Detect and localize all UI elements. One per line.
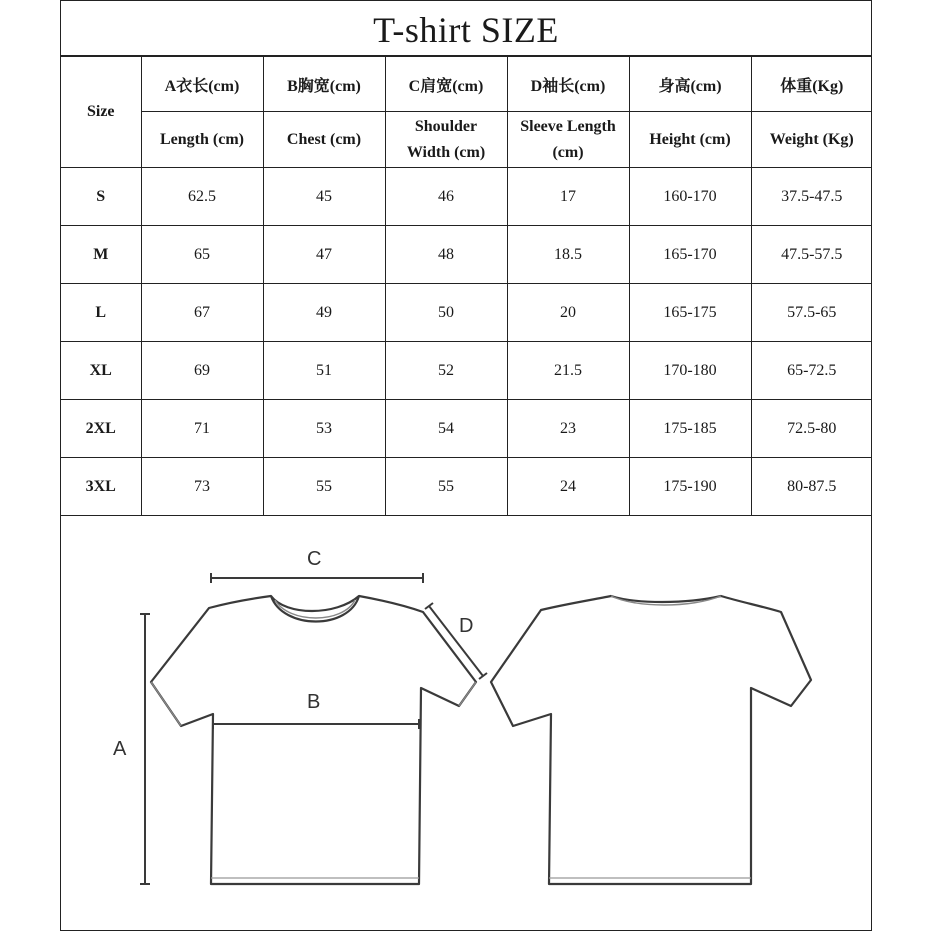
value-cell: 17 bbox=[507, 168, 629, 226]
value-cell: 18.5 bbox=[507, 226, 629, 284]
value-cell: 50 bbox=[385, 284, 507, 342]
label-c: C bbox=[307, 548, 322, 570]
value-cell: 71 bbox=[141, 400, 263, 458]
value-cell: 45 bbox=[263, 168, 385, 226]
header-cn-shoulder: C肩宽(cm) bbox=[385, 57, 507, 112]
value-cell: 52 bbox=[385, 342, 507, 400]
header-row-cn bbox=[61, 57, 872, 112]
table-row bbox=[61, 342, 872, 400]
header-cn-length: A衣长(cm) bbox=[141, 57, 263, 112]
size-cell: XL bbox=[61, 342, 141, 400]
value-cell: 54 bbox=[385, 400, 507, 458]
size-cell: S bbox=[61, 168, 141, 226]
table-row bbox=[61, 168, 872, 226]
size-cell: L bbox=[61, 284, 141, 342]
table-row bbox=[61, 284, 872, 342]
value-cell: 69 bbox=[141, 342, 263, 400]
label-a: A bbox=[113, 738, 127, 760]
value-cell: 53 bbox=[263, 400, 385, 458]
value-cell: 48 bbox=[385, 226, 507, 284]
size-header: Size bbox=[61, 57, 141, 168]
header-row-en bbox=[61, 112, 872, 168]
header-cn-sleeve: D袖长(cm) bbox=[507, 57, 629, 112]
header-en-weight: Weight (Kg) bbox=[751, 112, 872, 168]
header-en-sleeve: Sleeve Length (cm) bbox=[507, 112, 629, 168]
value-cell: 160-170 bbox=[629, 168, 751, 226]
header-cn-chest: B胸宽(cm) bbox=[263, 57, 385, 112]
header-en-length: Length (cm) bbox=[141, 112, 263, 168]
value-cell: 20 bbox=[507, 284, 629, 342]
table-row bbox=[61, 226, 872, 284]
size-cell: 2XL bbox=[61, 400, 141, 458]
value-cell: 47.5-57.5 bbox=[751, 226, 872, 284]
size-cell: 3XL bbox=[61, 458, 141, 516]
front-tshirt-outline bbox=[151, 596, 476, 884]
value-cell: 165-175 bbox=[629, 284, 751, 342]
table-row bbox=[61, 400, 872, 458]
value-cell: 65-72.5 bbox=[751, 342, 872, 400]
header-en-chest: Chest (cm) bbox=[263, 112, 385, 168]
value-cell: 67 bbox=[141, 284, 263, 342]
back-tshirt-outline bbox=[491, 596, 811, 884]
tshirt-diagram-svg bbox=[61, 516, 872, 931]
size-chart-sheet bbox=[60, 0, 872, 931]
chart-title: T-shirt SIZE bbox=[61, 1, 871, 56]
value-cell: 62.5 bbox=[141, 168, 263, 226]
value-cell: 73 bbox=[141, 458, 263, 516]
value-cell: 65 bbox=[141, 226, 263, 284]
value-cell: 46 bbox=[385, 168, 507, 226]
measure-line-d bbox=[429, 606, 483, 676]
value-cell: 57.5-65 bbox=[751, 284, 872, 342]
header-en-height: Height (cm) bbox=[629, 112, 751, 168]
value-cell: 55 bbox=[263, 458, 385, 516]
label-d: D bbox=[459, 615, 474, 637]
value-cell: 55 bbox=[385, 458, 507, 516]
header-cn-weight: 体重(Kg) bbox=[751, 57, 872, 112]
value-cell: 175-185 bbox=[629, 400, 751, 458]
value-cell: 72.5-80 bbox=[751, 400, 872, 458]
size-cell: M bbox=[61, 226, 141, 284]
value-cell: 175-190 bbox=[629, 458, 751, 516]
header-en-shoulder: Shoulder Width (cm) bbox=[385, 112, 507, 168]
value-cell: 49 bbox=[263, 284, 385, 342]
value-cell: 24 bbox=[507, 458, 629, 516]
label-b: B bbox=[307, 691, 321, 713]
value-cell: 47 bbox=[263, 226, 385, 284]
size-table bbox=[61, 56, 872, 516]
value-cell: 37.5-47.5 bbox=[751, 168, 872, 226]
header-cn-height: 身高(cm) bbox=[629, 57, 751, 112]
value-cell: 51 bbox=[263, 342, 385, 400]
value-cell: 21.5 bbox=[507, 342, 629, 400]
table-row bbox=[61, 458, 872, 516]
tshirt-measurement-diagram bbox=[61, 516, 872, 931]
value-cell: 170-180 bbox=[629, 342, 751, 400]
value-cell: 23 bbox=[507, 400, 629, 458]
value-cell: 80-87.5 bbox=[751, 458, 872, 516]
value-cell: 165-170 bbox=[629, 226, 751, 284]
